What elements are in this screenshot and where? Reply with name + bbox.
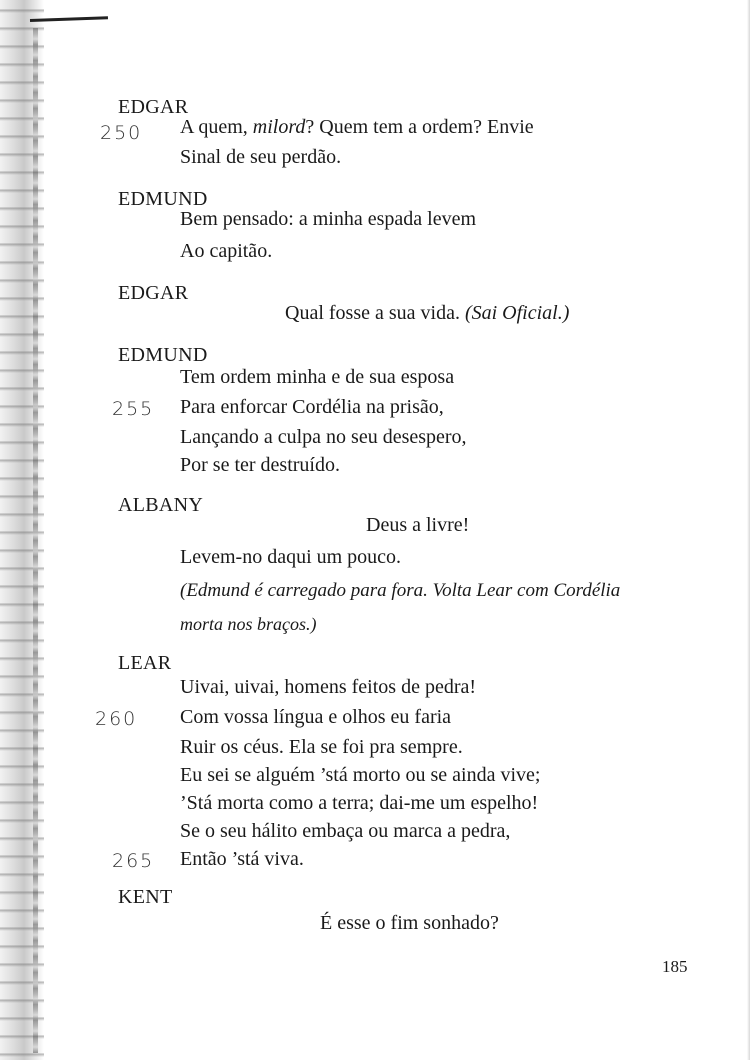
- line-number-note: 260: [95, 708, 138, 730]
- verse-line: Levem-no daqui um pouco.: [180, 546, 402, 568]
- verse-line: Sinal de seu perdão.: [180, 146, 342, 168]
- stage-direction: (Edmund é carregado para fora. Volta Lear com Cordélia: [180, 580, 621, 601]
- speaker-name: EDMUND: [118, 188, 208, 210]
- speaker-name: EDGAR: [118, 282, 189, 304]
- verse-line: Deus a livre!: [366, 514, 470, 536]
- verse-line: Ruir os céus. Ela se foi pra sempre.: [180, 736, 463, 758]
- verse-line: Para enforcar Cordélia na prisão,: [180, 396, 444, 418]
- verse-line: ’Stá morta como a terra; dai-me um espelho!: [180, 792, 539, 814]
- verse-line: A quem, milord? Quem tem a ordem? Envie: [180, 116, 534, 138]
- verse-line: Lançando a culpa no seu desespero,: [180, 426, 467, 448]
- speaker-name: EDMUND: [118, 344, 208, 366]
- binding-holes: [33, 28, 38, 1053]
- stage-direction: morta nos braços.): [180, 614, 317, 634]
- speaker-name: ALBANY: [118, 494, 204, 516]
- line-number-note: 250: [100, 122, 143, 144]
- speaker-name: LEAR: [118, 652, 172, 674]
- verse-line: É esse o fim sonhado?: [320, 912, 499, 934]
- verse-line: Então ’stá viva.: [180, 848, 304, 870]
- verse-line: Se o seu hálito embaça ou marca a pedra,: [180, 820, 511, 842]
- verse-line: Eu sei se alguém ’stá morto ou se ainda vive;: [180, 764, 541, 786]
- verse-line: Por se ter destruído.: [180, 454, 340, 476]
- page-number: 185: [662, 957, 688, 976]
- verse-line: Qual fosse a sua vida. (Sai Oficial.): [285, 302, 570, 324]
- line-number-note: 255: [112, 398, 155, 420]
- line-number-note: 265: [112, 850, 155, 872]
- verse-line: Tem ordem minha e de sua esposa: [180, 366, 455, 388]
- verse-line: Ao capitão.: [180, 240, 273, 262]
- speaker-name: KENT: [118, 886, 173, 908]
- speaker-name: EDGAR: [118, 96, 189, 118]
- verse-line: Uivai, uivai, homens feitos de pedra!: [180, 676, 477, 698]
- verse-line: Bem pensado: a minha espada levem: [180, 208, 477, 230]
- verse-line: Com vossa língua e olhos eu faria: [180, 706, 452, 728]
